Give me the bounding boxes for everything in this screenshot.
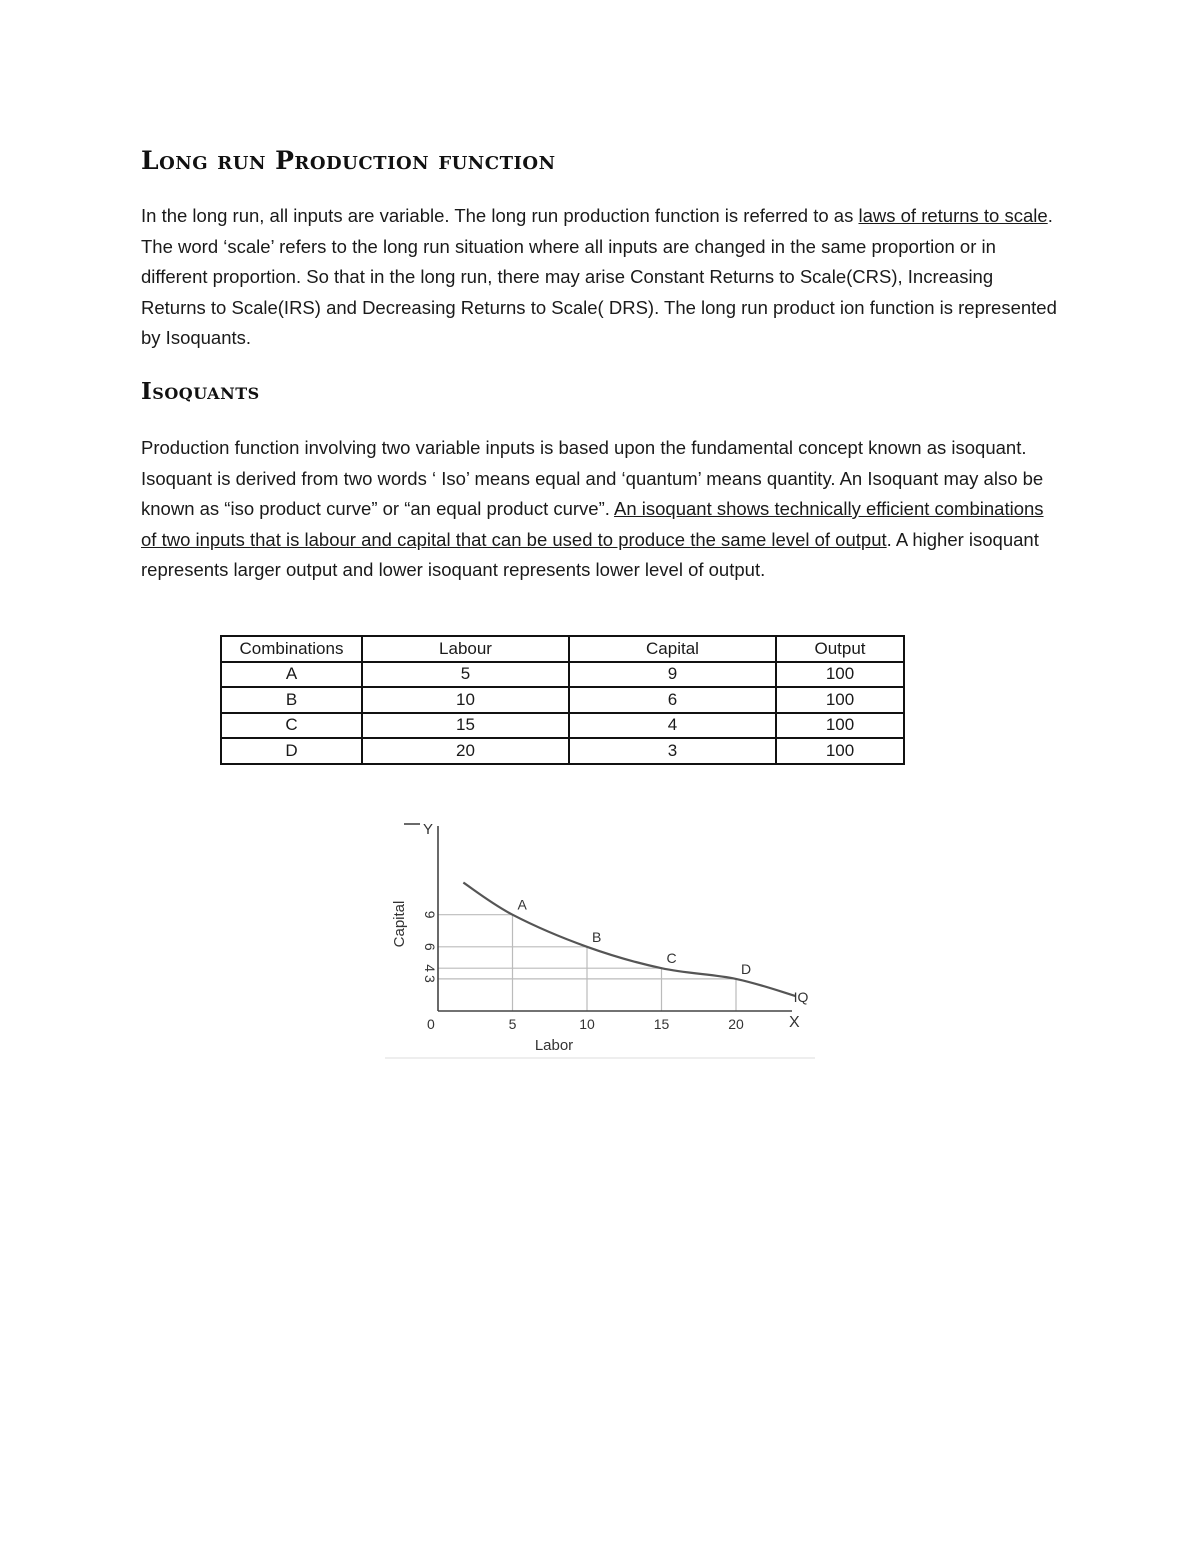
x-axis-letter: X xyxy=(789,1014,800,1031)
origin-label: 0 xyxy=(427,1016,435,1032)
curve-label-iq: IQ xyxy=(793,989,809,1006)
underlined-definition: An isoquant shows technically efficient combinations of two inputs that is labour and capital that can be used to produce the same level of output xyxy=(141,498,1044,550)
section-heading-isoquants: Isoquants xyxy=(141,378,260,405)
table-header: Combinations xyxy=(221,636,362,662)
y-tick-label: 4 xyxy=(422,964,438,973)
table-cell: 3 xyxy=(569,738,776,764)
isoquant-chart xyxy=(380,812,820,1064)
paragraph-text: . A higher isoquant represents larger output and lower isoquant represents lower level of output. xyxy=(141,528,1039,580)
table-cell: 100 xyxy=(776,713,904,739)
y-axis-letter: Y xyxy=(423,821,434,838)
paragraph-text: Production function involving two variable inputs is based upon the fundamental concept known as isoquant. Isoquant is derived from two words ‘ Iso’ means equal and ‘quantum’ means quantity. An Isoquant may also be known as “iso product curve” or “an equal product curve”. xyxy=(141,437,1044,519)
point-label-d: D xyxy=(741,960,752,977)
table-cell: 100 xyxy=(776,687,904,713)
table-cell: 15 xyxy=(362,713,569,739)
paragraph-text: . The word ‘scale’ refers to the long run situation where all inputs are changed in the same proportion or in different proportion. So that in the long run, there may arise Constant Returns to Scale(CRS), Increasing Returns to Scale(IRS) and Decreasing Returns to Scale( DRS). The long run product ion function is represented by Isoquants. xyxy=(141,205,1057,348)
x-tick-label: 20 xyxy=(728,1016,744,1032)
table-cell: 10 xyxy=(362,687,569,713)
paragraph-text: In the long run, all inputs are variable. The long run production function is referred to as xyxy=(141,205,859,226)
table-cell: 20 xyxy=(362,738,569,764)
table-row xyxy=(221,713,904,739)
table-row xyxy=(221,662,904,688)
y-tick-label: 9 xyxy=(422,910,438,919)
paragraph-isoquants xyxy=(141,433,1059,586)
y-tick-label: 6 xyxy=(422,942,438,951)
x-tick-label: 5 xyxy=(508,1016,517,1032)
table-row xyxy=(221,738,904,764)
table-cell: 100 xyxy=(776,662,904,688)
table-cell: 9 xyxy=(569,662,776,688)
table-header: Output xyxy=(776,636,904,662)
table-cell: 6 xyxy=(569,687,776,713)
y-tick-label: 3 xyxy=(422,975,438,983)
table-cell: C xyxy=(221,713,362,739)
point-label-b: B xyxy=(592,928,602,945)
table-cell: 100 xyxy=(776,738,904,764)
x-axis-title: Labor xyxy=(534,1037,574,1054)
y-axis-title: Capital xyxy=(391,900,408,948)
underlined-term-laws-of-returns: laws of returns to scale xyxy=(858,205,1048,226)
x-tick-label: 10 xyxy=(579,1016,595,1032)
table-header-row xyxy=(221,636,904,662)
table-header: Labour xyxy=(362,636,569,662)
table-header: Capital xyxy=(569,636,776,662)
section-heading-long-run: Long run Production function xyxy=(141,146,556,175)
table-cell: D xyxy=(221,738,362,764)
point-label-a: A xyxy=(517,896,527,913)
point-label-c: C xyxy=(666,950,677,967)
table-cell: 4 xyxy=(569,713,776,739)
table-cell: 5 xyxy=(362,662,569,688)
x-tick-label: 15 xyxy=(653,1016,670,1032)
combinations-table xyxy=(220,635,905,765)
paragraph-long-run xyxy=(141,201,1059,354)
table-cell: A xyxy=(221,662,362,688)
table-row xyxy=(221,687,904,713)
table-cell: B xyxy=(221,687,362,713)
